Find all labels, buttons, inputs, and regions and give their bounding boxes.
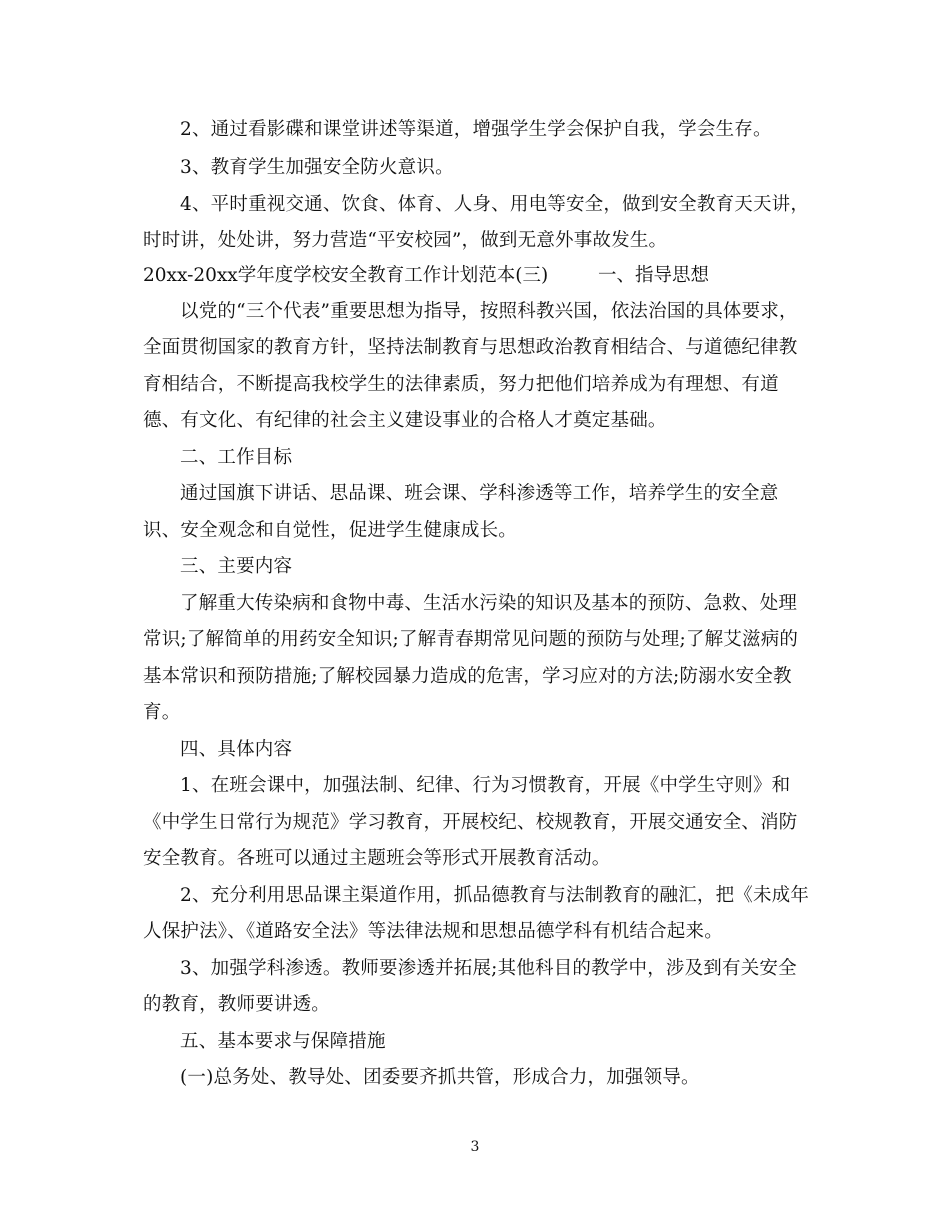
paragraph-line: (一)总务处、教导处、团委要齐抓共管，形成合力，加强领导。: [180, 1067, 700, 1088]
paragraph-line: 育相结合，不断提高我校学生的法律素质，努力把他们培养成为有理想、有道: [143, 374, 779, 395]
section-heading: 五、基本要求与保障措施: [180, 1031, 386, 1052]
paragraph-line: 了解重大传染病和食物中毒、生活水污染的知识及基本的预防、急救、处理: [180, 593, 798, 614]
paragraph-line: 2、充分利用思品课主渠道作用，抓品德教育与法制教育的融汇，把《未成年: [180, 885, 810, 906]
section-heading: 二、工作目标: [180, 447, 293, 468]
document-heading: [143, 264, 823, 288]
paragraph-line: 4、平时重视交通、饮食、体育、人身、用电等安全，做到安全教育天天讲，: [180, 194, 810, 215]
paragraph-line: 时时讲，处处讲，努力营造“平安校园”，做到无意外事故发生。: [143, 230, 668, 251]
paragraph-line: 育。: [143, 702, 181, 723]
heading-title: 20xx-20xx学年度学校安全教育工作计划范本(三): [143, 265, 549, 286]
paragraph-line: 安全教育。各班可以通过主题班会等形式开展教育活动。: [143, 848, 611, 869]
paragraph-line: 以党的“三个代表”重要思想为指导，按照科教兴国，依法治国的具体要求，: [180, 301, 798, 322]
paragraph-line: 1、在班会课中，加强法制、纪律、行为习惯教育，开展《中学生守则》和: [180, 775, 791, 796]
paragraph-line: 基本常识和预防措施;了解校园暴力造成的危害，学习应对的方法;防溺水安全教: [143, 666, 792, 687]
paragraph-line: 的教育，教师要讲透。: [143, 994, 331, 1015]
paragraph-line: 2、通过看影碟和课堂讲述等渠道，增强学生学会保护自我，学会生存。: [180, 119, 772, 140]
page-number: 3: [470, 1139, 480, 1155]
paragraph-line: 通过国旗下讲话、思品课、班会课、学科渗透等工作，培养学生的安全意: [180, 483, 779, 504]
section-heading: 三、主要内容: [180, 556, 293, 577]
paragraph-line: 常识;了解简单的用药安全知识;了解青春期常见问题的预防与处理;了解艾滋病的: [143, 629, 799, 650]
paragraph-line: 德、有文化、有纪律的社会主义建设事业的合格人才奠定基础。: [143, 410, 667, 431]
heading-section: 一、指导思想: [598, 265, 710, 286]
paragraph-line: 3、加强学科渗透。教师要渗透并拓展;其他科目的教学中，涉及到有关安全: [180, 958, 797, 979]
paragraph-line: 3、教育学生加强安全防火意识。: [180, 157, 454, 178]
section-heading: 四、具体内容: [180, 739, 293, 760]
paragraph-line: 全面贯彻国家的教育方针，坚持法制教育与思想政治教育相结合、与道德纪律教: [143, 337, 798, 358]
paragraph-line: 《中学生日常行为规范》学习教育，开展校纪、校规教育，开展交通安全、消防: [143, 812, 798, 833]
paragraph-line: 人保护法》、《道路安全法》等法律法规和思想品德学科有机结合起来。: [143, 921, 723, 942]
paragraph-line: 识、安全观念和自觉性，促进学生健康成长。: [143, 520, 518, 541]
